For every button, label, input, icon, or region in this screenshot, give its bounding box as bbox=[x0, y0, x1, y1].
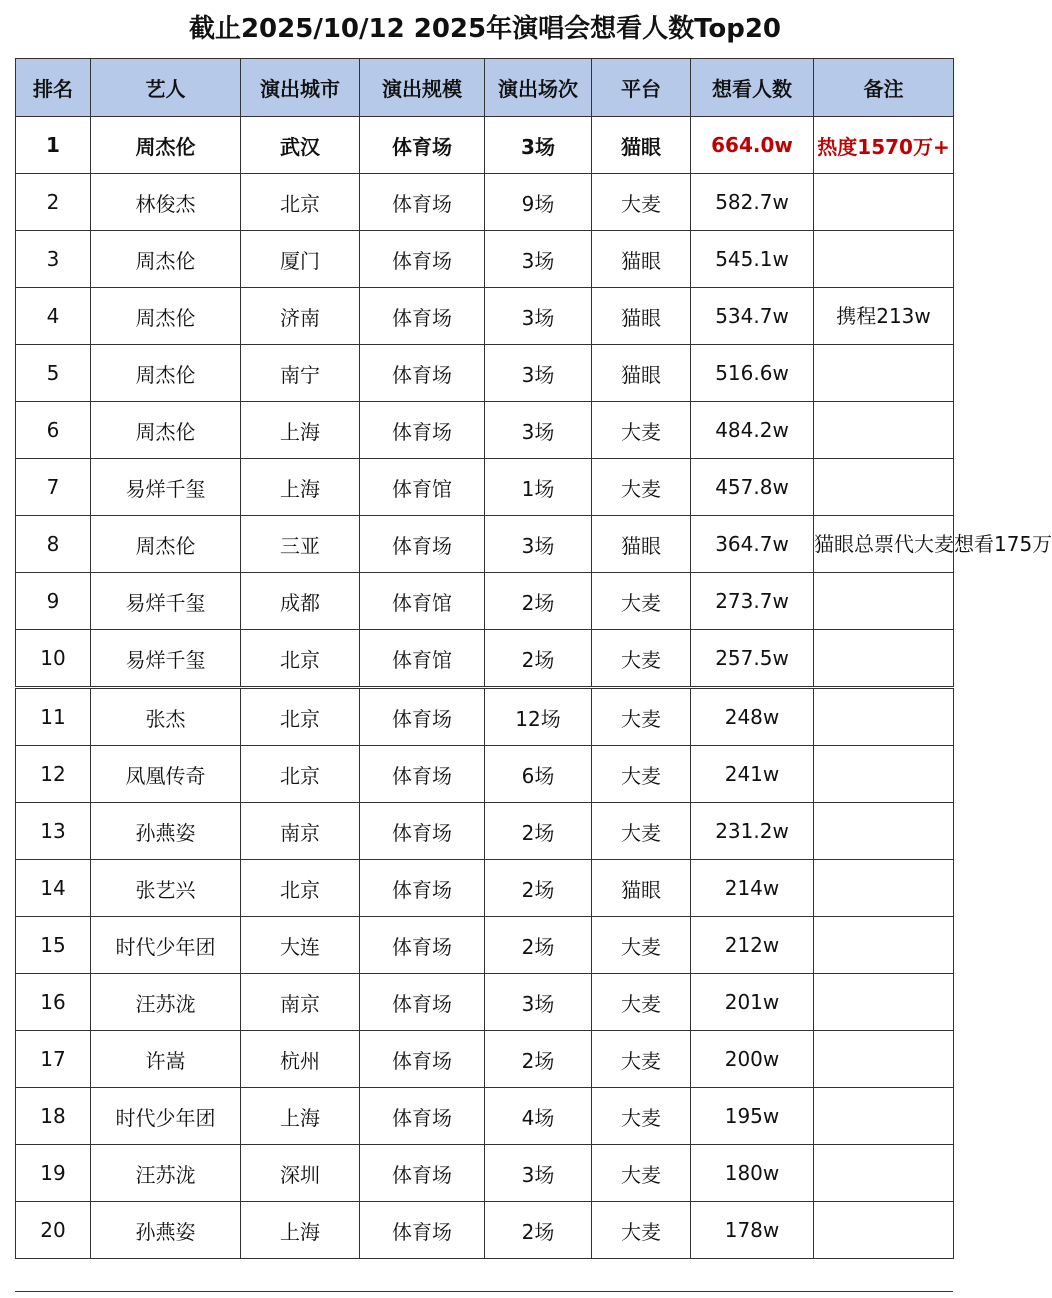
rank-cell: 11 bbox=[16, 688, 91, 746]
note-cell: 猫眼总票代大麦想看175万 bbox=[814, 516, 954, 573]
artist-cell: 张杰 bbox=[91, 688, 241, 746]
scale-cell: 体育场 bbox=[360, 288, 485, 345]
artist-cell: 张艺兴 bbox=[91, 860, 241, 917]
platform-cell: 猫眼 bbox=[592, 516, 691, 573]
platform-cell: 大麦 bbox=[592, 1202, 691, 1259]
note-cell: 热度1570万+ bbox=[814, 117, 954, 174]
table-row bbox=[16, 688, 954, 746]
city-cell: 南宁 bbox=[241, 345, 360, 402]
scale-cell: 体育馆 bbox=[360, 573, 485, 630]
city-cell: 上海 bbox=[241, 459, 360, 516]
bottom-divider bbox=[15, 1291, 953, 1292]
want-count-cell: 257.5w bbox=[691, 630, 814, 688]
scale-cell: 体育馆 bbox=[360, 630, 485, 688]
rank-cell: 12 bbox=[16, 746, 91, 803]
artist-cell: 孙燕姿 bbox=[91, 803, 241, 860]
table-row bbox=[16, 402, 954, 459]
shows-cell: 2场 bbox=[485, 630, 592, 688]
rank-cell: 15 bbox=[16, 917, 91, 974]
artist-cell: 时代少年团 bbox=[91, 1088, 241, 1145]
note-cell bbox=[814, 917, 954, 974]
rank-cell: 19 bbox=[16, 1145, 91, 1202]
artist-cell: 凤凰传奇 bbox=[91, 746, 241, 803]
table-row bbox=[16, 288, 954, 345]
want-count-cell: 241w bbox=[691, 746, 814, 803]
platform-cell: 猫眼 bbox=[592, 231, 691, 288]
watermark bbox=[395, 1259, 595, 1289]
city-cell: 大连 bbox=[241, 917, 360, 974]
want-count-cell: 664.0w bbox=[691, 117, 814, 174]
header-note: 备注 bbox=[814, 59, 954, 117]
artist-cell: 周杰伦 bbox=[91, 231, 241, 288]
city-cell: 上海 bbox=[241, 1202, 360, 1259]
rank-cell: 8 bbox=[16, 516, 91, 573]
scale-cell: 体育场 bbox=[360, 860, 485, 917]
note-cell bbox=[814, 174, 954, 231]
table-row bbox=[16, 516, 954, 573]
rank-cell: 6 bbox=[16, 402, 91, 459]
city-cell: 深圳 bbox=[241, 1145, 360, 1202]
shows-cell: 2场 bbox=[485, 1031, 592, 1088]
artist-cell: 汪苏泷 bbox=[91, 974, 241, 1031]
shows-cell: 9场 bbox=[485, 174, 592, 231]
want-count-cell: 582.7w bbox=[691, 174, 814, 231]
platform-cell: 大麦 bbox=[592, 746, 691, 803]
note-cell bbox=[814, 1031, 954, 1088]
rank-cell: 1 bbox=[16, 117, 91, 174]
want-count-cell: 212w bbox=[691, 917, 814, 974]
want-count-cell: 457.8w bbox=[691, 459, 814, 516]
rank-cell: 14 bbox=[16, 860, 91, 917]
rank-cell: 10 bbox=[16, 630, 91, 688]
scale-cell: 体育场 bbox=[360, 746, 485, 803]
note-cell bbox=[814, 688, 954, 746]
shows-cell: 6场 bbox=[485, 746, 592, 803]
want-count-cell: 545.1w bbox=[691, 231, 814, 288]
rank-cell: 16 bbox=[16, 974, 91, 1031]
artist-cell: 周杰伦 bbox=[91, 117, 241, 174]
city-cell: 北京 bbox=[241, 174, 360, 231]
want-count-cell: 231.2w bbox=[691, 803, 814, 860]
platform-cell: 大麦 bbox=[592, 459, 691, 516]
want-count-cell: 273.7w bbox=[691, 573, 814, 630]
rank-cell: 3 bbox=[16, 231, 91, 288]
want-count-cell: 195w bbox=[691, 1088, 814, 1145]
rank-cell: 13 bbox=[16, 803, 91, 860]
table-row bbox=[16, 917, 954, 974]
note-cell bbox=[814, 1145, 954, 1202]
note-cell bbox=[814, 231, 954, 288]
table-row bbox=[16, 1202, 954, 1259]
table-row bbox=[16, 974, 954, 1031]
shows-cell: 4场 bbox=[485, 1088, 592, 1145]
platform-cell: 猫眼 bbox=[592, 117, 691, 174]
shows-cell: 2场 bbox=[485, 917, 592, 974]
table-row bbox=[16, 746, 954, 803]
rank-cell: 20 bbox=[16, 1202, 91, 1259]
ranking-table bbox=[15, 58, 1052, 1259]
artist-cell: 易烊千玺 bbox=[91, 573, 241, 630]
rank-cell: 2 bbox=[16, 174, 91, 231]
note-cell bbox=[814, 573, 954, 630]
want-count-cell: 201w bbox=[691, 974, 814, 1031]
rank-cell: 17 bbox=[16, 1031, 91, 1088]
city-cell: 北京 bbox=[241, 746, 360, 803]
note-cell bbox=[814, 402, 954, 459]
city-cell: 三亚 bbox=[241, 516, 360, 573]
shows-cell: 3场 bbox=[485, 1145, 592, 1202]
want-count-cell: 178w bbox=[691, 1202, 814, 1259]
platform-cell: 猫眼 bbox=[592, 345, 691, 402]
city-cell: 杭州 bbox=[241, 1031, 360, 1088]
note-cell bbox=[814, 1202, 954, 1259]
city-cell: 北京 bbox=[241, 688, 360, 746]
platform-cell: 大麦 bbox=[592, 1031, 691, 1088]
table-row bbox=[16, 630, 954, 688]
city-cell: 南京 bbox=[241, 803, 360, 860]
platform-cell: 大麦 bbox=[592, 917, 691, 974]
shows-cell: 3场 bbox=[485, 345, 592, 402]
want-count-cell: 214w bbox=[691, 860, 814, 917]
rank-cell: 7 bbox=[16, 459, 91, 516]
want-count-cell: 534.7w bbox=[691, 288, 814, 345]
city-cell: 北京 bbox=[241, 630, 360, 688]
shows-cell: 12场 bbox=[485, 688, 592, 746]
platform-cell: 大麦 bbox=[592, 688, 691, 746]
note-cell bbox=[814, 630, 954, 688]
artist-cell: 周杰伦 bbox=[91, 345, 241, 402]
artist-cell: 易烊千玺 bbox=[91, 630, 241, 688]
platform-cell: 猫眼 bbox=[592, 288, 691, 345]
platform-cell: 大麦 bbox=[592, 573, 691, 630]
table-body bbox=[16, 117, 1052, 1259]
shows-cell: 3场 bbox=[485, 288, 592, 345]
scale-cell: 体育场 bbox=[360, 974, 485, 1031]
artist-cell: 周杰伦 bbox=[91, 402, 241, 459]
artist-cell: 许嵩 bbox=[91, 1031, 241, 1088]
header-shows: 演出场次 bbox=[485, 59, 592, 117]
artist-cell: 周杰伦 bbox=[91, 516, 241, 573]
note-cell bbox=[814, 746, 954, 803]
note-cell bbox=[814, 803, 954, 860]
artist-cell: 时代少年团 bbox=[91, 917, 241, 974]
table-row bbox=[16, 117, 954, 174]
note-cell bbox=[814, 345, 954, 402]
shows-cell: 3场 bbox=[485, 231, 592, 288]
scale-cell: 体育场 bbox=[360, 345, 485, 402]
city-cell: 上海 bbox=[241, 402, 360, 459]
city-cell: 厦门 bbox=[241, 231, 360, 288]
platform-cell: 猫眼 bbox=[592, 860, 691, 917]
scale-cell: 体育场 bbox=[360, 117, 485, 174]
scale-cell: 体育场 bbox=[360, 1031, 485, 1088]
header-rank: 排名 bbox=[16, 59, 91, 117]
city-cell: 上海 bbox=[241, 1088, 360, 1145]
artist-cell: 易烊千玺 bbox=[91, 459, 241, 516]
platform-cell: 大麦 bbox=[592, 402, 691, 459]
shows-cell: 3场 bbox=[485, 117, 592, 174]
want-count-cell: 180w bbox=[691, 1145, 814, 1202]
city-cell: 南京 bbox=[241, 974, 360, 1031]
platform-cell: 大麦 bbox=[592, 974, 691, 1031]
table-row bbox=[16, 345, 954, 402]
table-row bbox=[16, 1088, 954, 1145]
scale-cell: 体育场 bbox=[360, 803, 485, 860]
artist-cell: 林俊杰 bbox=[91, 174, 241, 231]
scale-cell: 体育场 bbox=[360, 688, 485, 746]
platform-cell: 大麦 bbox=[592, 1145, 691, 1202]
header-scale: 演出规模 bbox=[360, 59, 485, 117]
rank-cell: 5 bbox=[16, 345, 91, 402]
city-cell: 成都 bbox=[241, 573, 360, 630]
note-cell bbox=[814, 974, 954, 1031]
platform-cell: 大麦 bbox=[592, 1088, 691, 1145]
shows-cell: 3场 bbox=[485, 974, 592, 1031]
artist-cell: 孙燕姿 bbox=[91, 1202, 241, 1259]
scale-cell: 体育场 bbox=[360, 917, 485, 974]
want-count-cell: 200w bbox=[691, 1031, 814, 1088]
want-count-cell: 516.6w bbox=[691, 345, 814, 402]
want-count-cell: 364.7w bbox=[691, 516, 814, 573]
city-cell: 武汉 bbox=[241, 117, 360, 174]
table-row bbox=[16, 231, 954, 288]
scale-cell: 体育场 bbox=[360, 1202, 485, 1259]
note-cell: 携程213w bbox=[814, 288, 954, 345]
note-cell bbox=[814, 459, 954, 516]
want-count-cell: 484.2w bbox=[691, 402, 814, 459]
header-city: 演出城市 bbox=[241, 59, 360, 117]
table-row bbox=[16, 860, 954, 917]
want-count-cell: 248w bbox=[691, 688, 814, 746]
scale-cell: 体育场 bbox=[360, 174, 485, 231]
shows-cell: 2场 bbox=[485, 573, 592, 630]
table-row bbox=[16, 1145, 954, 1202]
note-cell bbox=[814, 1088, 954, 1145]
shows-cell: 2场 bbox=[485, 860, 592, 917]
city-cell: 北京 bbox=[241, 860, 360, 917]
shows-cell: 2场 bbox=[485, 1202, 592, 1259]
rank-cell: 18 bbox=[16, 1088, 91, 1145]
table-header-row bbox=[16, 59, 954, 117]
page-title: 截止2025/10/12 2025年演唱会想看人数Top20 bbox=[188, 14, 782, 44]
scale-cell: 体育馆 bbox=[360, 459, 485, 516]
platform-cell: 大麦 bbox=[592, 803, 691, 860]
note-cell bbox=[814, 860, 954, 917]
header-want-count: 想看人数 bbox=[691, 59, 814, 117]
artist-cell: 周杰伦 bbox=[91, 288, 241, 345]
shows-cell: 3场 bbox=[485, 516, 592, 573]
shows-cell: 3场 bbox=[485, 402, 592, 459]
shows-cell: 1场 bbox=[485, 459, 592, 516]
platform-cell: 大麦 bbox=[592, 630, 691, 688]
shows-cell: 2场 bbox=[485, 803, 592, 860]
scale-cell: 体育场 bbox=[360, 516, 485, 573]
table-row bbox=[16, 459, 954, 516]
scale-cell: 体育场 bbox=[360, 402, 485, 459]
rank-cell: 4 bbox=[16, 288, 91, 345]
table-row bbox=[16, 174, 954, 231]
scale-cell: 体育场 bbox=[360, 1145, 485, 1202]
artist-cell: 汪苏泷 bbox=[91, 1145, 241, 1202]
table-row bbox=[16, 803, 954, 860]
rank-cell: 9 bbox=[16, 573, 91, 630]
header-platform: 平台 bbox=[592, 59, 691, 117]
platform-cell: 大麦 bbox=[592, 174, 691, 231]
table-row bbox=[16, 573, 954, 630]
scale-cell: 体育场 bbox=[360, 231, 485, 288]
scale-cell: 体育场 bbox=[360, 1088, 485, 1145]
table-row bbox=[16, 1031, 954, 1088]
city-cell: 济南 bbox=[241, 288, 360, 345]
header-artist: 艺人 bbox=[91, 59, 241, 117]
